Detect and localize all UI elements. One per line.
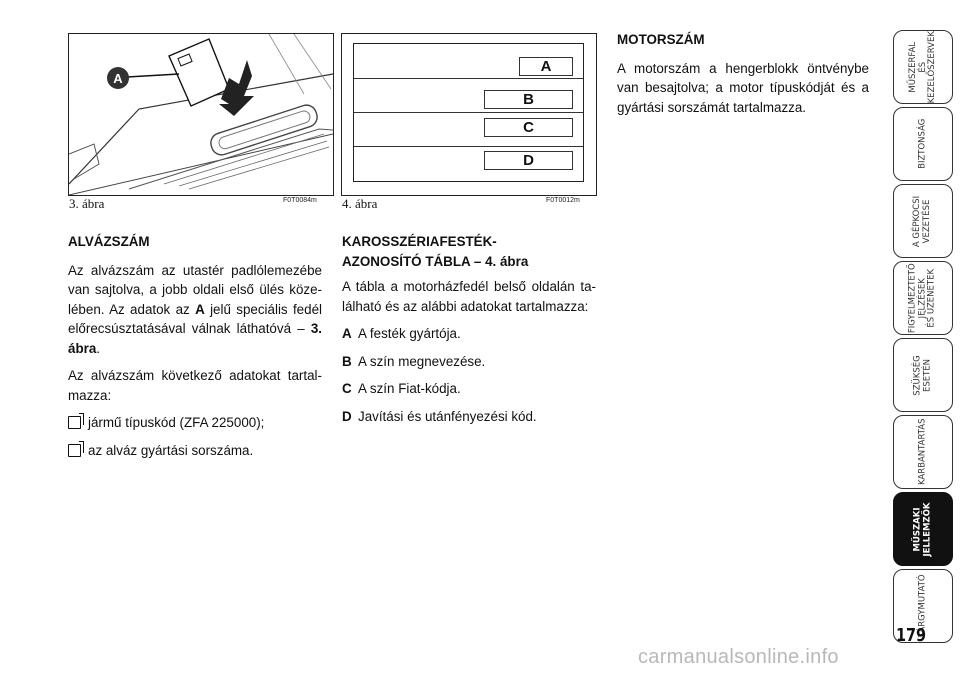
engine-number-section bbox=[617, 30, 869, 125]
chassis-number-contents-intro: Az alvázszám következő adatokat tartal-mazza: bbox=[68, 368, 322, 403]
paint-id-plate bbox=[353, 43, 584, 182]
list-item: C A szín Fiat-kódja. bbox=[342, 381, 461, 396]
page-number: 179 bbox=[896, 625, 927, 646]
figure-3-caption: 3. ábra bbox=[69, 196, 105, 211]
tab-driving[interactable]: A GÉPKOCSI VEZETÉSE bbox=[893, 184, 953, 258]
figure-3-code: F0T0084m bbox=[283, 197, 317, 204]
tab-technical-specs[interactable]: MŰSZAKI JELLEMZŐK bbox=[893, 492, 953, 566]
tab-index[interactable]: TÁRGYMUTATÓ bbox=[893, 569, 953, 643]
checkbox-bullet-icon bbox=[68, 416, 81, 429]
callout-a-marker: A bbox=[107, 67, 129, 89]
tab-maintenance[interactable]: KARBANTARTÁS bbox=[893, 415, 953, 489]
chassis-number-illustration bbox=[69, 34, 333, 195]
tab-emergency[interactable]: SZÜKSÉG ESETÉN bbox=[893, 338, 953, 412]
plate-field-b: B bbox=[484, 90, 573, 109]
figure-4-code: F0T0012m bbox=[546, 197, 580, 204]
chassis-number-heading: ALVÁZSZÁM bbox=[68, 234, 150, 249]
paint-plate-intro: A tábla a motorházfedél belső oldalán ta-lálható és az alábbi adatokat tartalmazza: bbox=[342, 279, 596, 314]
chassis-number-paragraph: Az alvázszám az utastér padlólemezébe van sajtolva, a jobb oldali első ülés köze-lében. Az adatok az A jelű speciális fedél előrecsúsztatásával válnak láthatóvá – 3. ábra. bbox=[68, 262, 322, 356]
checkbox-bullet-icon bbox=[68, 444, 81, 457]
paint-plate-heading: KAROSSZÉRIAFESTÉK- AZONOSÍTÓ TÁBLA – 4. ábra bbox=[342, 234, 529, 269]
tab-instrument-panel[interactable]: MŰSZERFAL ÉS KEZELŐSZERVEK bbox=[893, 30, 953, 104]
list-item: az alváz gyártási sorszáma. bbox=[68, 441, 322, 461]
figure-4-caption: 4. ábra bbox=[342, 196, 378, 211]
list-item: A A festék gyártója. bbox=[342, 326, 461, 341]
watermark: carmanualsonline.info bbox=[638, 646, 839, 668]
plate-field-c: C bbox=[484, 118, 573, 137]
engine-number-paragraph: A motorszám a hengerblokk öntvénybe van besajtolva; a motor típuskódját és a gyártási sorszámát tartalmazza. bbox=[617, 60, 869, 115]
plate-field-a: A bbox=[519, 57, 573, 76]
chassis-number-section bbox=[68, 232, 322, 468]
plate-field-d: D bbox=[484, 151, 573, 170]
figure-3-image bbox=[68, 33, 334, 196]
figure-4-image bbox=[341, 33, 597, 196]
paint-plate-section bbox=[342, 232, 596, 434]
list-item: D Javítási és utánfényezési kód. bbox=[342, 408, 537, 424]
list-item: B A szín megnevezése. bbox=[342, 353, 486, 369]
engine-number-heading: MOTORSZÁM bbox=[617, 32, 705, 47]
list-item: jármű típuskód (ZFA 225000); bbox=[68, 413, 322, 433]
tab-safety[interactable]: BIZTONSÁG bbox=[893, 107, 953, 181]
tab-warnings[interactable]: FIGYELMEZTETŐ JELZÉSEK ÉS ÜZENETEK bbox=[893, 261, 953, 335]
